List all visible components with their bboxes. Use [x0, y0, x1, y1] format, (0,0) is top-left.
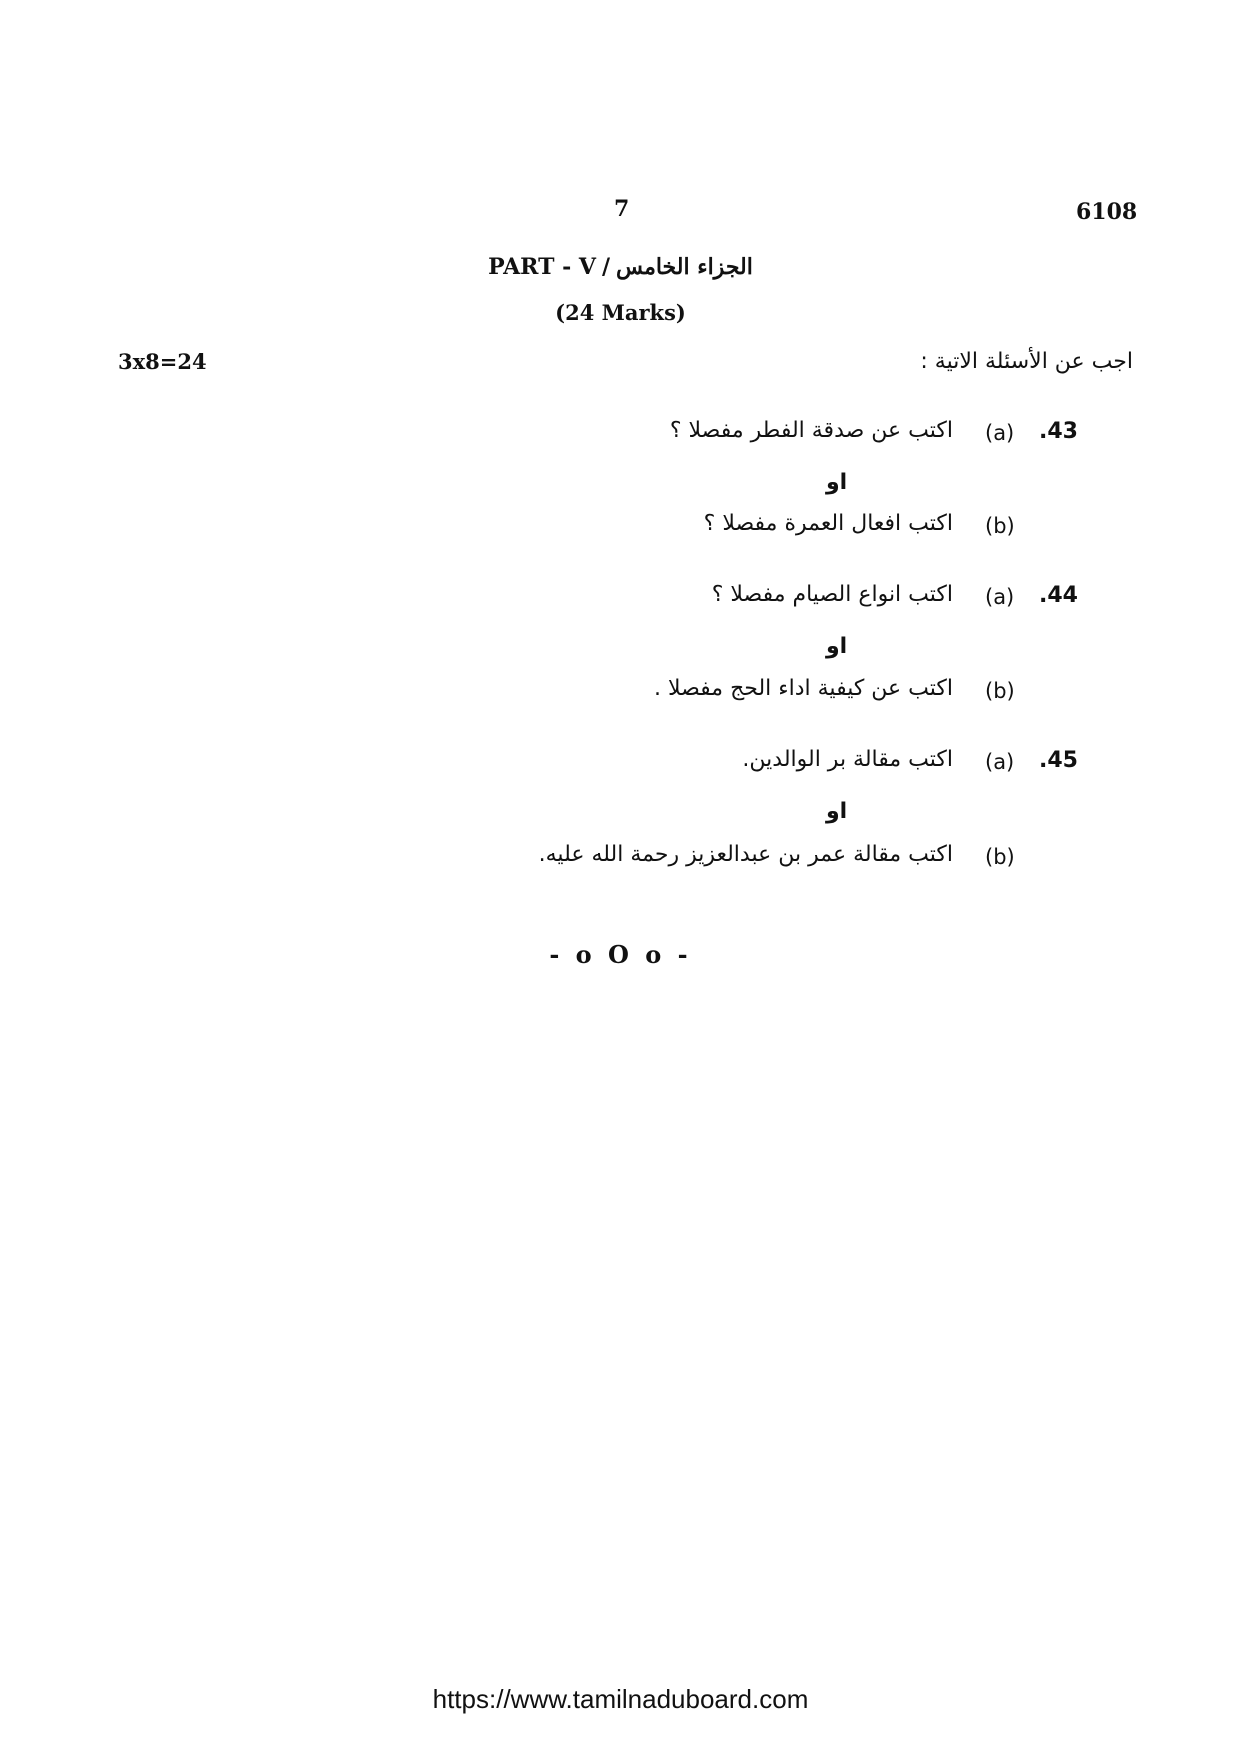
option-b-label: (b)	[985, 845, 1015, 869]
part-title-separator: /	[601, 254, 611, 280]
question-number: .45	[1039, 748, 1078, 773]
question-text: اكتب افعال العمرة مفصلا ؟	[703, 511, 953, 536]
part-title	[0, 254, 1241, 280]
option-b-label: (b)	[985, 679, 1015, 703]
question-text: اكتب مقالة عمر بن عبدالعزيز رحمة الله عليه.	[538, 842, 953, 867]
paper-code: 6108	[1076, 199, 1138, 225]
instruction-text: اجب عن الأسئلة الاتية :	[920, 349, 1133, 374]
or-divider: او	[826, 799, 848, 824]
question-text: اكتب عن كيفية اداء الحج مفصلا .	[653, 676, 953, 701]
option-a-label: (a)	[985, 585, 1015, 609]
page-number: 7	[614, 196, 630, 222]
option-b-label: (b)	[985, 514, 1015, 538]
or-divider: او	[826, 634, 848, 659]
website-link[interactable]: https://www.tamilnaduboard.com	[432, 1684, 809, 1714]
question-text: اكتب مقالة بر الوالدين.	[742, 747, 953, 772]
part-marks: (24 Marks)	[555, 300, 686, 325]
option-a-label: (a)	[985, 421, 1015, 445]
question-number: .44	[1039, 583, 1078, 608]
or-divider: او	[826, 470, 848, 495]
part-title-arabic: الجزاء الخامس	[616, 254, 753, 280]
part-title-english: PART - V	[488, 254, 596, 280]
marks-scheme: 3x8=24	[118, 349, 207, 374]
end-of-paper-mark: - o O o -	[549, 940, 692, 969]
question-text: اكتب عن صدقة الفطر مفصلا ؟	[669, 418, 953, 443]
question-text: اكتب انواع الصيام مفصلا ؟	[711, 582, 953, 607]
question-number: .43	[1039, 419, 1078, 444]
option-a-label: (a)	[985, 750, 1015, 774]
